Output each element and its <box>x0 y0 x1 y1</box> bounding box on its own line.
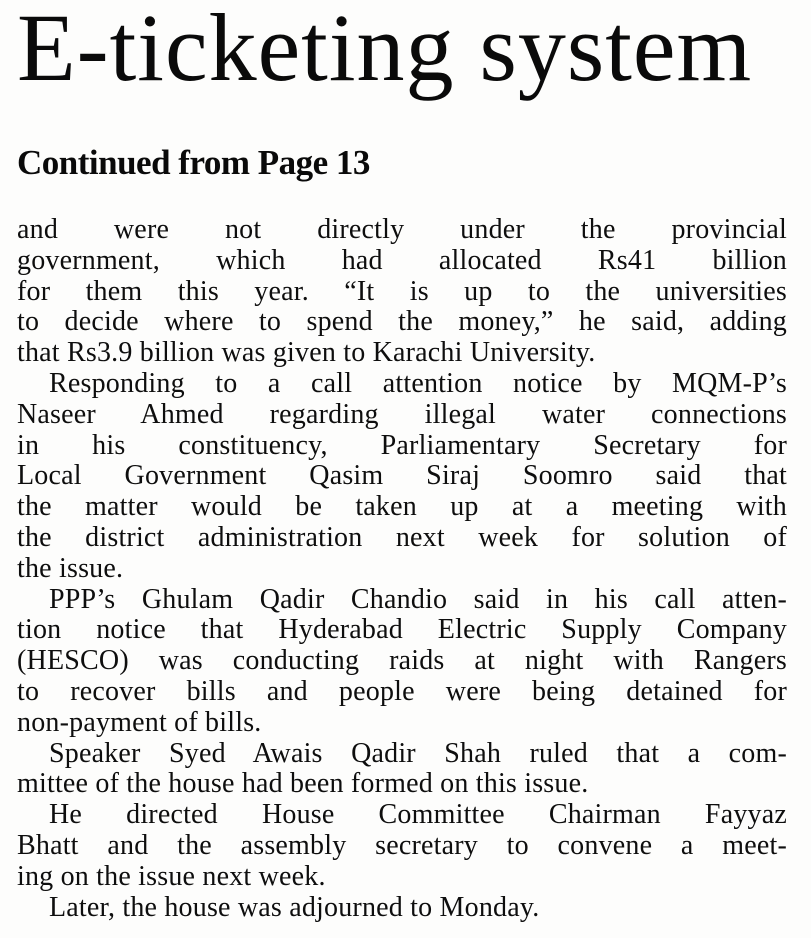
article-line: (HESCO) was conducting raids at night with Rangers <box>17 645 787 677</box>
article-line: Local Government Qasim Siraj Soomro said that <box>17 460 787 492</box>
article-line: Responding to a call attention notice by MQM-P’s <box>49 367 787 399</box>
article-line: the district administration next week for solution of <box>17 521 787 553</box>
article-headline: E-ticketing system <box>17 0 753 101</box>
article-line: Bhatt and the assembly secretary to convene a meet- <box>17 829 787 861</box>
continued-from-note: Continued from Page 13 <box>17 143 370 182</box>
article-line: Naseer Ahmed regarding illegal water connections <box>17 398 787 430</box>
article-line: non-payment of bills. <box>17 706 262 738</box>
article-line: tion notice that Hyderabad Electric Supply Company <box>17 614 787 646</box>
article-line: in his constituency, Parliamentary Secretary for <box>17 429 787 461</box>
article-line: mittee of the house had been formed on this issue. <box>17 768 589 800</box>
article-line: and were not directly under the provincial <box>17 214 787 245</box>
article-body <box>17 215 787 923</box>
article-line: Later, the house was adjourned to Monday. <box>49 891 540 923</box>
article-line: Speaker Syed Awais Qadir Shah ruled that a com- <box>49 737 787 769</box>
article-line: to recover bills and people were being detained for <box>17 675 787 707</box>
article-line: ing on the issue next week. <box>17 860 326 892</box>
article-line: He directed House Committee Chairman Fayyaz <box>49 799 787 831</box>
article-line: to decide where to spend the money,” he said, adding <box>17 306 787 338</box>
article-line: for them this year. “It is up to the universities <box>17 275 787 307</box>
article-line: the matter would be taken up at a meeting with <box>17 491 787 523</box>
article-line: government, which had allocated Rs41 billion <box>17 244 787 276</box>
article-line: that Rs3.9 billion was given to Karachi University. <box>17 337 596 369</box>
article-line: PPP’s Ghulam Qadir Chandio said in his call atten- <box>49 583 787 615</box>
article-line: the issue. <box>17 552 124 584</box>
